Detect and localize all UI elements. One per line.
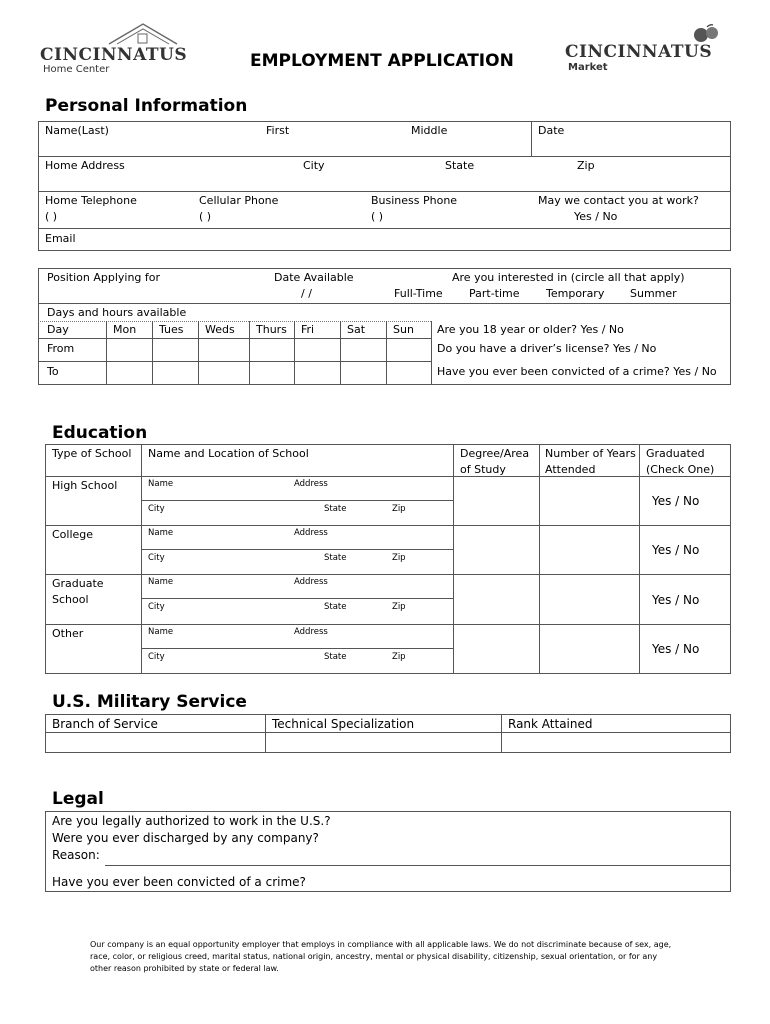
home-address-field[interactable]: Home Address [45, 159, 125, 172]
cellular-phone-field[interactable]: Cellular Phone [199, 194, 279, 207]
company-logo-right-sub: Market [568, 62, 608, 73]
education-heading: Education [52, 423, 148, 443]
day-col-thurs: Thurs [256, 323, 287, 336]
part-time-option[interactable]: Part-time [469, 287, 520, 300]
school-name-field[interactable]: Name [148, 577, 174, 587]
date-available-field[interactable]: Date Available [274, 271, 354, 284]
license-question[interactable]: Do you have a driver’s license? Yes / No [437, 342, 657, 355]
school-name-location-header: Name and Location of School [148, 447, 309, 460]
full-time-option[interactable]: Full-Time [394, 287, 443, 300]
school-city-field[interactable]: City [148, 652, 165, 662]
home-telephone-field[interactable]: Home Telephone [45, 194, 137, 207]
years-attended-header-2: Attended [545, 463, 596, 476]
date-field[interactable]: Date [538, 124, 565, 137]
school-address-field[interactable]: Address [294, 627, 328, 637]
from-row-label: From [47, 342, 75, 355]
school-name-field[interactable]: Name [148, 479, 174, 489]
graduated-header-2: (Check One) [646, 463, 715, 476]
school-state-field[interactable]: State [324, 504, 347, 514]
day-col-tues: Tues [159, 323, 184, 336]
convicted-question[interactable]: Have you ever been convicted of a crime? [52, 875, 306, 889]
company-logo-right: CINCINNATUS [565, 42, 713, 62]
age-question[interactable]: Are you 18 year or older? Yes / No [437, 323, 624, 336]
degree-header-2: of Study [460, 463, 506, 476]
school-name-field[interactable]: Name [148, 627, 174, 637]
middle-name-field[interactable]: Middle [411, 124, 448, 137]
company-logo-left: CINCINNATUS [40, 45, 188, 65]
degree-header: Degree/Area [460, 447, 530, 460]
name-last-field[interactable]: Name(Last) [45, 124, 109, 137]
school-zip-field[interactable]: Zip [392, 504, 406, 514]
business-phone-field[interactable]: Business Phone [371, 194, 458, 207]
day-col-sun: Sun [393, 323, 414, 336]
school-city-field[interactable]: City [148, 504, 165, 514]
technical-specialization-field[interactable]: Technical Specialization [272, 717, 415, 731]
other-school-label: Other [52, 627, 84, 640]
type-of-school-header: Type of School [52, 447, 132, 460]
contact-at-work-yes-no[interactable]: Yes / No [574, 210, 618, 223]
reason-label: Reason: [52, 848, 100, 862]
state-field[interactable]: State [445, 159, 475, 172]
school-state-field[interactable]: State [324, 553, 347, 563]
business-phone-paren: ( ) [371, 210, 384, 223]
summer-option[interactable]: Summer [630, 287, 677, 300]
graduate-school-label-2: School [52, 593, 89, 606]
day-col-sat: Sat [347, 323, 366, 336]
day-col-day: Day [47, 323, 69, 336]
school-address-field[interactable]: Address [294, 528, 328, 538]
company-logo-left-sub: Home Center [43, 64, 110, 75]
school-city-field[interactable]: City [148, 553, 165, 563]
home-telephone-paren: ( ) [45, 210, 58, 223]
day-col-fri: Fri [301, 323, 315, 336]
legal-heading: Legal [52, 789, 104, 809]
discharged-question[interactable]: Were you ever discharged by any company? [52, 831, 319, 845]
cellular-phone-paren: ( ) [199, 210, 212, 223]
military-heading: U.S. Military Service [52, 692, 247, 712]
school-state-field[interactable]: State [324, 602, 347, 612]
city-field[interactable]: City [303, 159, 325, 172]
day-col-weds: Weds [205, 323, 235, 336]
graduated-yes-no[interactable]: Yes / No [652, 642, 700, 656]
eeo-statement: Our company is an equal opportunity employer that employs in compliance with all applicable laws. We do not discriminate because of sex, age, race, color, or religious creed, marital status, national origin, ancestry, mental or physical disability, citizenship, sexual orientation, or for any other reason prohibited by state or federal law. [90, 940, 672, 973]
date-available-slashes: / / [301, 287, 312, 300]
personal-info-heading: Personal Information [45, 96, 248, 116]
house-logo-icon [105, 20, 185, 48]
graduate-school-label: Graduate [52, 577, 104, 590]
school-zip-field[interactable]: Zip [392, 602, 406, 612]
school-zip-field[interactable]: Zip [392, 553, 406, 563]
work-authorization-question[interactable]: Are you legally authorized to work in the U.S.? [52, 814, 331, 828]
school-name-field[interactable]: Name [148, 528, 174, 538]
zip-field[interactable]: Zip [577, 159, 595, 172]
years-attended-header: Number of Years [545, 447, 636, 460]
college-label: College [52, 528, 94, 541]
personal-info-box [38, 121, 731, 251]
graduated-yes-no[interactable]: Yes / No [652, 494, 700, 508]
days-hours-label: Days and hours available [47, 306, 187, 319]
page-title: EMPLOYMENT APPLICATION [250, 51, 514, 71]
position-applying-field[interactable]: Position Applying for [47, 271, 161, 284]
branch-of-service-field[interactable]: Branch of Service [52, 717, 158, 731]
to-row-label: To [47, 365, 59, 378]
school-state-field[interactable]: State [324, 652, 347, 662]
high-school-label: High School [52, 479, 118, 492]
school-address-field[interactable]: Address [294, 479, 328, 489]
day-col-mon: Mon [113, 323, 137, 336]
graduated-header: Graduated [646, 447, 705, 460]
temporary-option[interactable]: Temporary [546, 287, 605, 300]
email-field[interactable]: Email [45, 232, 76, 245]
school-address-field[interactable]: Address [294, 577, 328, 587]
graduated-yes-no[interactable]: Yes / No [652, 543, 700, 557]
interest-question: Are you interested in (circle all that apply) [452, 271, 685, 284]
contact-at-work-question: May we contact you at work? [538, 194, 699, 207]
school-zip-field[interactable]: Zip [392, 652, 406, 662]
rank-attained-field[interactable]: Rank Attained [508, 717, 593, 731]
crime-question[interactable]: Have you ever been convicted of a crime? Yes / No [437, 365, 717, 378]
school-city-field[interactable]: City [148, 602, 165, 612]
graduated-yes-no[interactable]: Yes / No [652, 593, 700, 607]
first-name-field[interactable]: First [266, 124, 290, 137]
